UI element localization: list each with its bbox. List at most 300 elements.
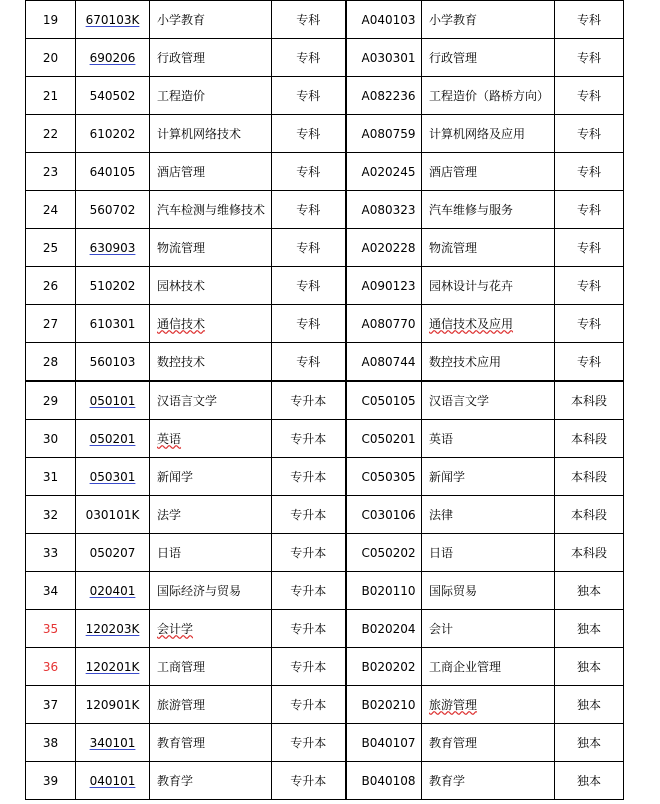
zikao-code-text: B020202 (361, 659, 416, 674)
zikao-name-text: 国际贸易 (429, 583, 478, 598)
major-mapping-table (25, 0, 624, 800)
zikao-name-text: 园林设计与花卉 (429, 278, 514, 293)
row-number-cell (26, 305, 76, 343)
zikao-level-cell (555, 420, 624, 458)
major-code-text: 610301 (89, 316, 136, 331)
zikao-level-text: 本科段 (570, 469, 607, 484)
zikao-code-cell (346, 458, 422, 496)
major-name-text: 法学 (157, 507, 182, 522)
zikao-name-text: 日语 (429, 545, 454, 560)
level-text: 专科 (296, 240, 321, 255)
zikao-level-cell (555, 343, 624, 382)
major-code-cell (76, 762, 150, 800)
row-number-cell (26, 1, 76, 39)
row-number-cell (26, 648, 76, 686)
major-name-text: 物流管理 (157, 240, 206, 255)
row-number-text: 35 (42, 621, 59, 636)
zikao-level-text: 本科段 (570, 507, 607, 522)
row-number-text: 33 (42, 545, 59, 560)
zikao-level-text: 专科 (576, 50, 601, 65)
zikao-level-text: 专科 (576, 278, 601, 293)
zikao-code-text: A080759 (361, 126, 416, 141)
row-number-cell (26, 458, 76, 496)
table-row (26, 610, 624, 648)
level-text: 专科 (296, 202, 321, 217)
major-code-text: 670103K (85, 12, 140, 27)
row-number-cell (26, 724, 76, 762)
major-name-text: 国际经济与贸易 (157, 583, 242, 598)
zikao-name-text: 汉语言文学 (429, 393, 490, 408)
major-code-text: 690206 (89, 50, 136, 65)
major-code-text: 120901K (85, 697, 140, 712)
zikao-name-text: 新闻学 (429, 469, 466, 484)
major-code-cell (76, 305, 150, 343)
zikao-level-text: 专科 (576, 12, 601, 27)
row-number-text: 21 (42, 88, 59, 103)
row-number-cell (26, 191, 76, 229)
major-code-cell (76, 1, 150, 39)
zikao-code-text: B020110 (361, 583, 416, 598)
major-code-text: 630903 (89, 240, 136, 255)
zikao-name-text: 会计 (429, 621, 454, 636)
major-code-cell (76, 572, 150, 610)
level-cell (272, 77, 346, 115)
level-text: 专科 (296, 50, 321, 65)
zikao-level-text: 独本 (576, 621, 601, 636)
row-number-text: 30 (42, 431, 59, 446)
major-code-cell (76, 610, 150, 648)
zikao-level-cell (555, 572, 624, 610)
major-code-cell (76, 77, 150, 115)
level-cell (272, 267, 346, 305)
row-number-text: 38 (42, 735, 59, 750)
major-name-cell (150, 496, 272, 534)
row-number-cell (26, 420, 76, 458)
zikao-level-text: 本科段 (570, 431, 607, 446)
major-name-cell (150, 191, 272, 229)
row-number-text: 29 (42, 393, 59, 408)
table-row (26, 229, 624, 267)
zikao-level-cell (555, 267, 624, 305)
zikao-level-cell (555, 1, 624, 39)
major-code-cell (76, 534, 150, 572)
major-code-text: 040101 (89, 773, 136, 788)
zikao-code-cell (346, 610, 422, 648)
major-code-cell (76, 229, 150, 267)
row-number-cell (26, 267, 76, 305)
table-row (26, 648, 624, 686)
zikao-code-text: A080323 (361, 202, 416, 217)
zikao-code-text: A080770 (361, 316, 416, 331)
major-code-text: 340101 (89, 735, 136, 750)
table-row (26, 724, 624, 762)
zikao-name-cell (422, 648, 555, 686)
table-row (26, 115, 624, 153)
zikao-level-text: 独本 (576, 773, 601, 788)
major-name-text: 园林技术 (157, 278, 206, 293)
zikao-name-text: 汽车维修与服务 (429, 202, 514, 217)
zikao-name-cell (422, 496, 555, 534)
zikao-level-text: 专科 (576, 88, 601, 103)
row-number-text: 24 (42, 202, 59, 217)
table-row (26, 496, 624, 534)
row-number-text: 28 (42, 354, 59, 369)
table-row (26, 572, 624, 610)
row-number-text: 37 (42, 697, 59, 712)
major-name-cell (150, 724, 272, 762)
zikao-name-cell (422, 343, 555, 382)
zikao-name-cell (422, 267, 555, 305)
zikao-name-cell (422, 191, 555, 229)
zikao-name-cell (422, 762, 555, 800)
major-name-text: 小学教育 (157, 12, 206, 27)
zikao-level-cell (555, 77, 624, 115)
major-code-cell (76, 420, 150, 458)
major-code-text: 510202 (89, 278, 136, 293)
level-cell (272, 115, 346, 153)
zikao-level-cell (555, 496, 624, 534)
zikao-level-cell (555, 153, 624, 191)
zikao-name-text: 英语 (429, 431, 454, 446)
major-name-cell (150, 77, 272, 115)
major-name-text: 计算机网络技术 (157, 126, 242, 141)
row-number-cell (26, 610, 76, 648)
level-text: 专科 (296, 316, 321, 331)
level-text: 专升本 (290, 393, 327, 408)
level-text: 专升本 (290, 773, 327, 788)
major-name-cell (150, 343, 272, 382)
major-name-text: 通信技术 (157, 316, 206, 331)
major-code-text: 030101K (85, 507, 140, 522)
row-number-text: 25 (42, 240, 59, 255)
major-name-text: 教育管理 (157, 735, 206, 750)
zikao-level-text: 专科 (576, 126, 601, 141)
major-code-cell (76, 648, 150, 686)
table-row (26, 458, 624, 496)
zikao-code-text: B020204 (361, 621, 416, 636)
major-name-text: 教育学 (157, 773, 194, 788)
row-number-text: 20 (42, 50, 59, 65)
level-text: 专升本 (290, 583, 327, 598)
zikao-name-cell (422, 77, 555, 115)
level-cell (272, 229, 346, 267)
zikao-level-text: 独本 (576, 697, 601, 712)
zikao-code-cell (346, 648, 422, 686)
table-row (26, 420, 624, 458)
table-row (26, 762, 624, 800)
row-number-cell (26, 496, 76, 534)
major-code-cell (76, 115, 150, 153)
major-code-text: 050301 (89, 469, 136, 484)
row-number-text: 19 (42, 12, 59, 27)
major-code-text: 560702 (89, 202, 136, 217)
zikao-level-text: 专科 (576, 202, 601, 217)
major-name-text: 汽车检测与维修技术 (157, 202, 266, 217)
zikao-code-cell (346, 1, 422, 39)
table-body (26, 1, 624, 800)
zikao-name-text: 小学教育 (429, 12, 478, 27)
zikao-code-cell (346, 724, 422, 762)
zikao-name-text: 通信技术及应用 (429, 316, 514, 331)
row-number-cell (26, 229, 76, 267)
table-row (26, 305, 624, 343)
major-code-text: 640105 (89, 164, 136, 179)
level-text: 专升本 (290, 659, 327, 674)
zikao-code-cell (346, 686, 422, 724)
level-text: 专升本 (290, 735, 327, 750)
zikao-code-cell (346, 191, 422, 229)
table-row (26, 77, 624, 115)
zikao-name-text: 工商企业管理 (429, 659, 502, 674)
zikao-code-text: A082236 (361, 88, 416, 103)
zikao-level-cell (555, 648, 624, 686)
row-number-text: 27 (42, 316, 59, 331)
zikao-name-text: 旅游管理 (429, 697, 478, 712)
level-cell (272, 724, 346, 762)
major-name-cell (150, 153, 272, 191)
level-cell (272, 648, 346, 686)
zikao-name-cell (422, 305, 555, 343)
zikao-name-cell (422, 534, 555, 572)
row-number-cell (26, 153, 76, 191)
major-code-text: 120201K (85, 659, 140, 674)
major-code-text: 560103 (89, 354, 136, 369)
zikao-code-cell (346, 420, 422, 458)
major-name-text: 数控技术 (157, 354, 206, 369)
zikao-code-text: A020245 (361, 164, 416, 179)
major-name-text: 酒店管理 (157, 164, 206, 179)
zikao-name-cell (422, 229, 555, 267)
major-name-text: 英语 (157, 431, 182, 446)
level-text: 专升本 (290, 469, 327, 484)
table-row (26, 191, 624, 229)
major-name-text: 工程造价 (157, 88, 206, 103)
zikao-level-text: 独本 (576, 735, 601, 750)
row-number-text: 22 (42, 126, 59, 141)
major-name-cell (150, 762, 272, 800)
major-code-text: 540502 (89, 88, 136, 103)
row-number-cell (26, 343, 76, 382)
row-number-text: 23 (42, 164, 59, 179)
zikao-level-cell (555, 724, 624, 762)
zikao-code-text: C030106 (361, 507, 416, 522)
major-name-text: 会计学 (157, 621, 194, 636)
zikao-code-text: A080744 (361, 354, 416, 369)
major-name-cell (150, 1, 272, 39)
major-code-text: 610202 (89, 126, 136, 141)
zikao-name-text: 教育管理 (429, 735, 478, 750)
major-code-text: 050101 (89, 393, 136, 408)
major-name-cell (150, 458, 272, 496)
zikao-code-text: C050105 (361, 393, 416, 408)
zikao-name-text: 教育学 (429, 773, 466, 788)
level-cell (272, 496, 346, 534)
row-number-cell (26, 77, 76, 115)
zikao-level-cell (555, 534, 624, 572)
zikao-code-text: B020210 (361, 697, 416, 712)
major-code-cell (76, 267, 150, 305)
zikao-code-text: A090123 (361, 278, 416, 293)
level-text: 专科 (296, 126, 321, 141)
zikao-code-cell (346, 77, 422, 115)
major-code-cell (76, 458, 150, 496)
zikao-name-text: 行政管理 (429, 50, 478, 65)
zikao-name-text: 物流管理 (429, 240, 478, 255)
level-text: 专科 (296, 12, 321, 27)
zikao-level-cell (555, 381, 624, 420)
row-number-text: 32 (42, 507, 59, 522)
row-number-cell (26, 534, 76, 572)
zikao-level-cell (555, 610, 624, 648)
zikao-code-text: C050305 (361, 469, 416, 484)
zikao-level-cell (555, 686, 624, 724)
major-name-cell (150, 229, 272, 267)
zikao-name-text: 法律 (429, 507, 454, 522)
major-code-cell (76, 381, 150, 420)
major-code-text: 050201 (89, 431, 136, 446)
zikao-level-cell (555, 191, 624, 229)
row-number-cell (26, 381, 76, 420)
major-name-text: 汉语言文学 (157, 393, 218, 408)
major-name-cell (150, 39, 272, 77)
level-cell (272, 534, 346, 572)
zikao-name-text: 工程造价（路桥方向） (429, 88, 550, 103)
zikao-level-text: 本科段 (570, 393, 607, 408)
zikao-code-text: B040108 (361, 773, 416, 788)
zikao-name-cell (422, 39, 555, 77)
level-text: 专升本 (290, 507, 327, 522)
major-name-cell (150, 267, 272, 305)
zikao-name-text: 数控技术应用 (429, 354, 502, 369)
level-cell (272, 343, 346, 382)
zikao-name-cell (422, 724, 555, 762)
row-number-cell (26, 572, 76, 610)
table-row (26, 153, 624, 191)
level-text: 专科 (296, 88, 321, 103)
zikao-code-text: A020228 (361, 240, 416, 255)
zikao-name-cell (422, 420, 555, 458)
row-number-text: 34 (42, 583, 59, 598)
zikao-code-cell (346, 229, 422, 267)
major-name-cell (150, 648, 272, 686)
major-name-text: 新闻学 (157, 469, 194, 484)
zikao-level-cell (555, 39, 624, 77)
zikao-code-cell (346, 39, 422, 77)
row-number-cell (26, 39, 76, 77)
table-row (26, 1, 624, 39)
level-cell (272, 420, 346, 458)
level-text: 专升本 (290, 545, 327, 560)
level-text: 专升本 (290, 431, 327, 446)
zikao-code-cell (346, 115, 422, 153)
level-cell (272, 305, 346, 343)
major-name-cell (150, 381, 272, 420)
level-cell (272, 762, 346, 800)
zikao-name-cell (422, 458, 555, 496)
major-name-cell (150, 610, 272, 648)
zikao-code-cell (346, 762, 422, 800)
zikao-level-text: 本科段 (570, 545, 607, 560)
level-text: 专升本 (290, 697, 327, 712)
zikao-name-text: 计算机网络及应用 (429, 126, 526, 141)
zikao-level-cell (555, 762, 624, 800)
row-number-cell (26, 686, 76, 724)
major-code-cell (76, 496, 150, 534)
level-cell (272, 39, 346, 77)
table-row (26, 534, 624, 572)
zikao-name-text: 酒店管理 (429, 164, 478, 179)
level-text: 专科 (296, 354, 321, 369)
zikao-name-cell (422, 1, 555, 39)
level-text: 专科 (296, 278, 321, 293)
zikao-code-cell (346, 153, 422, 191)
zikao-code-cell (346, 534, 422, 572)
major-name-text: 日语 (157, 545, 182, 560)
table-row (26, 343, 624, 382)
major-name-text: 工商管理 (157, 659, 206, 674)
major-name-cell (150, 420, 272, 458)
major-code-cell (76, 153, 150, 191)
level-cell (272, 1, 346, 39)
major-code-cell (76, 343, 150, 382)
level-cell (272, 191, 346, 229)
major-code-cell (76, 39, 150, 77)
zikao-code-cell (346, 267, 422, 305)
level-text: 专升本 (290, 621, 327, 636)
zikao-code-text: A040103 (361, 12, 416, 27)
level-cell (272, 458, 346, 496)
zikao-name-cell (422, 610, 555, 648)
zikao-code-cell (346, 572, 422, 610)
zikao-name-cell (422, 381, 555, 420)
zikao-level-cell (555, 229, 624, 267)
zikao-name-cell (422, 153, 555, 191)
major-name-cell (150, 686, 272, 724)
major-name-cell (150, 572, 272, 610)
zikao-level-cell (555, 305, 624, 343)
zikao-code-text: C050201 (361, 431, 416, 446)
table-row (26, 39, 624, 77)
row-number-text: 31 (42, 469, 59, 484)
major-name-text: 旅游管理 (157, 697, 206, 712)
row-number-text: 39 (42, 773, 59, 788)
major-name-cell (150, 115, 272, 153)
zikao-code-cell (346, 496, 422, 534)
major-code-cell (76, 724, 150, 762)
zikao-name-cell (422, 572, 555, 610)
zikao-code-text: A030301 (361, 50, 416, 65)
table-row (26, 381, 624, 420)
major-code-text: 050207 (89, 545, 136, 560)
level-cell (272, 572, 346, 610)
zikao-level-text: 专科 (576, 164, 601, 179)
zikao-level-text: 专科 (576, 240, 601, 255)
zikao-level-text: 独本 (576, 583, 601, 598)
zikao-code-cell (346, 381, 422, 420)
zikao-code-text: C050202 (361, 545, 416, 560)
row-number-text: 26 (42, 278, 59, 293)
major-name-cell (150, 534, 272, 572)
level-cell (272, 686, 346, 724)
level-cell (272, 153, 346, 191)
zikao-code-text: B040107 (361, 735, 416, 750)
zikao-level-cell (555, 115, 624, 153)
level-cell (272, 381, 346, 420)
zikao-code-cell (346, 343, 422, 382)
zikao-name-cell (422, 115, 555, 153)
row-number-text: 36 (42, 659, 59, 674)
zikao-name-cell (422, 686, 555, 724)
